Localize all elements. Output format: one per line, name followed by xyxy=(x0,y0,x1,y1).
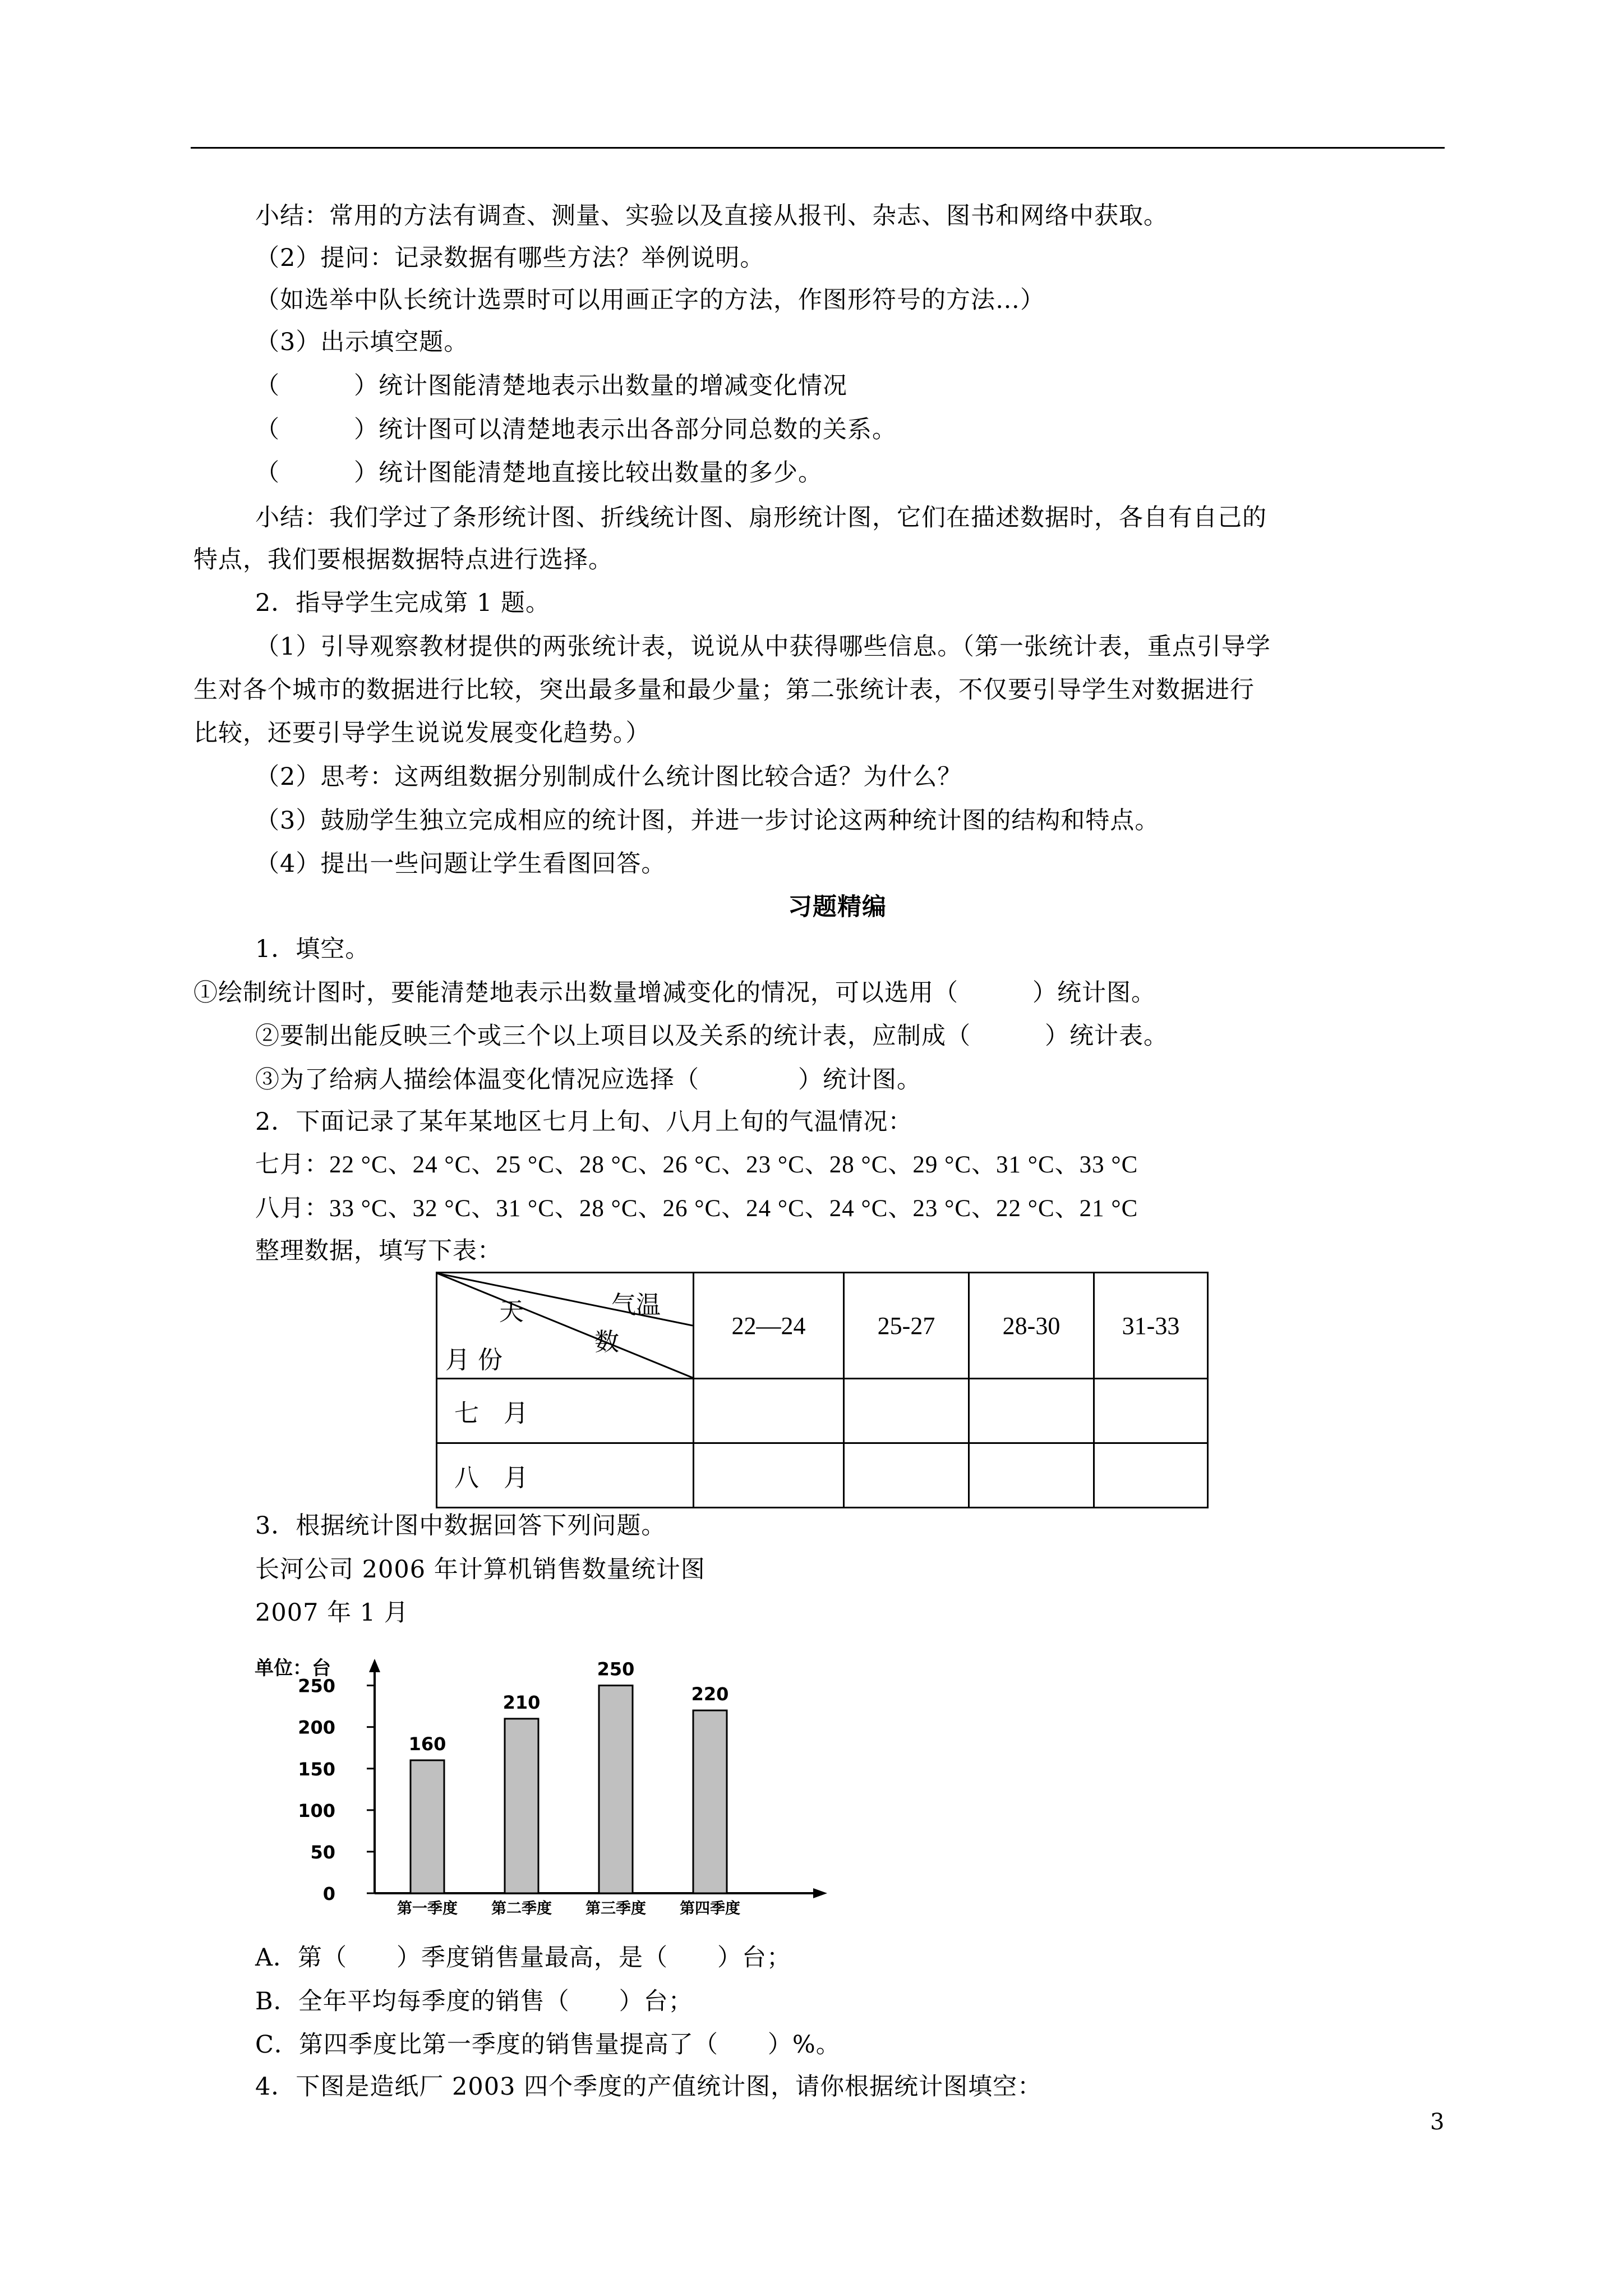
bar xyxy=(411,1760,444,1893)
bar-value-label: 210 xyxy=(502,1691,541,1713)
exercise-line: ③为了给病人描绘体温变化情况应选择（ ）统计图。 xyxy=(255,1066,921,1094)
text-line: （2）提问：记录数据有哪些方法？举例说明。 xyxy=(255,244,765,272)
answer-line: C．第四季度比第一季度的销售量提高了（ ）%。 xyxy=(255,2031,841,2059)
text-line: （2）思考：这两组数据分别制成什么统计图比较合适？为什么？ xyxy=(255,763,962,791)
text-line: （3）鼓励学生独立完成相应的统计图，并进一步讨论这两种统计图的结构和特点。 xyxy=(255,807,1160,835)
text-line: 小结：我们学过了条形统计图、折线统计图、扇形统计图，它们在描述数据时，各自有自己的 xyxy=(255,504,1267,532)
y-tick-label: 100 xyxy=(298,1800,335,1821)
table-header-cell: 25-27 xyxy=(844,1273,969,1379)
temperature-table xyxy=(436,1272,1209,1508)
question-line: 3．根据统计图中数据回答下列问题。 xyxy=(255,1512,666,1540)
text-line: （3）出示填空题。 xyxy=(255,328,469,356)
exercise-line: 八月：33 °C、32 °C、31 °C、28 °C、26 °C、24 °C、24 °C、23 °C、22 °C、21 °C xyxy=(255,1195,1138,1222)
table-row-label: 七 月 xyxy=(437,1379,694,1443)
answer-line: 4．下图是造纸厂 2003 四个季度的产值统计图，请你根据统计图填空： xyxy=(255,2073,1043,2101)
page-number: 3 xyxy=(1430,2109,1445,2135)
answer-line: B．全年平均每季度的销售（ ）台； xyxy=(255,1987,693,2016)
x-axis-arrow xyxy=(813,1888,827,1898)
chart-title: 长河公司 2006 年计算机销售数量统计图 xyxy=(255,1556,706,1584)
text-line: （ ）统计图能清楚地表示出数量的增减变化情况 xyxy=(255,372,847,400)
table-header-cell: 28-30 xyxy=(969,1273,1094,1379)
x-category-label: 第二季度 xyxy=(491,1900,552,1916)
bar-value-label: 160 xyxy=(408,1733,446,1755)
table-cell-blank xyxy=(844,1443,969,1508)
text-line: 生对各个城市的数据进行比较，突出最多量和最少量；第二张统计表，不仅要引导学生对数据进行 xyxy=(193,676,1255,704)
exercise-line: 七月：22 °C、24 °C、25 °C、28 °C、26 °C、23 °C、28 °C、29 °C、31 °C、33 °C xyxy=(255,1152,1138,1178)
table-cell-blank xyxy=(694,1443,844,1508)
x-category-label: 第四季度 xyxy=(680,1900,740,1916)
table-cell-blank xyxy=(844,1379,969,1443)
exercise-line: 整理数据，填写下表： xyxy=(255,1237,502,1265)
table-cell-blank xyxy=(1094,1443,1208,1508)
y-tick-label: 50 xyxy=(310,1841,335,1863)
exercise-line: ①绘制统计图时，要能清楚地表示出数量增减变化的情况，可以选用（ ）统计图。 xyxy=(193,979,1156,1007)
table-row-label: 八 月 xyxy=(437,1443,694,1508)
bar xyxy=(693,1710,727,1893)
text-line: （ ）统计图可以清楚地表示出各部分同总数的关系。 xyxy=(255,416,897,444)
text-line: 2．指导学生完成第 1 题。 xyxy=(255,589,551,617)
sales-bar-chart xyxy=(247,1646,841,1916)
bar xyxy=(599,1686,633,1893)
table-header-cell: 31-33 xyxy=(1094,1273,1208,1379)
y-tick-label: 150 xyxy=(298,1758,335,1780)
table-corner-cell xyxy=(437,1273,694,1379)
y-tick-label: 0 xyxy=(322,1883,335,1904)
table-header-cell: 22—24 xyxy=(694,1273,844,1379)
text-line: 特点，我们要根据数据特点进行选择。 xyxy=(193,546,613,574)
text-line: （如选举中队长统计选票时可以用画正字的方法，作图形符号的方法…） xyxy=(255,286,1045,314)
corner-label-days-1: 天 xyxy=(499,1297,524,1326)
x-category-label: 第一季度 xyxy=(397,1900,458,1916)
exercise-line: 1．填空。 xyxy=(255,935,370,963)
chart-date: 2007 年 1 月 xyxy=(255,1599,409,1627)
table-cell-blank xyxy=(969,1443,1094,1508)
header-rule xyxy=(191,147,1445,149)
bar xyxy=(505,1719,538,1893)
text-line: （4）提出一些问题让学生看图回答。 xyxy=(255,850,666,878)
y-tick-label: 200 xyxy=(298,1717,335,1738)
section-heading: 习题精编 xyxy=(788,893,887,921)
corner-label-temp: 气温 xyxy=(611,1291,661,1319)
corner-label-days-2: 数 xyxy=(594,1328,619,1356)
table-cell-blank xyxy=(694,1379,844,1443)
exercise-line: 2．下面记录了某年某地区七月上旬、八月上旬的气温情况： xyxy=(255,1108,913,1136)
bar-value-label: 250 xyxy=(597,1658,635,1680)
answer-line: A．第（ ）季度销售量最高，是（ ）台； xyxy=(255,1944,792,1972)
text-line: 小结：常用的方法有调查、测量、实验以及直接从报刊、杂志、图书和网络中获取。 xyxy=(255,202,1168,230)
text-line: （1）引导观察教材提供的两张统计表，说说从中获得哪些信息。（第一张统计表，重点引导学 xyxy=(255,633,1271,661)
text-line: 比较，还要引导学生说说发展变化趋势。） xyxy=(193,719,651,747)
table-cell-blank xyxy=(1094,1379,1208,1443)
corner-label-month: 月 份 xyxy=(445,1346,502,1374)
bar-value-label: 220 xyxy=(691,1683,729,1705)
text-line: （ ）统计图能清楚地直接比较出数量的多少。 xyxy=(255,459,823,487)
exercise-line: ②要制出能反映三个或三个以上项目以及关系的统计表，应制成（ ）统计表。 xyxy=(255,1022,1168,1050)
x-category-label: 第三季度 xyxy=(585,1900,646,1916)
chart-y-unit-label: 单位：台 xyxy=(255,1657,331,1680)
y-axis-arrow xyxy=(369,1659,380,1672)
table-cell-blank xyxy=(969,1379,1094,1443)
y-tick-label: 250 xyxy=(298,1675,335,1697)
